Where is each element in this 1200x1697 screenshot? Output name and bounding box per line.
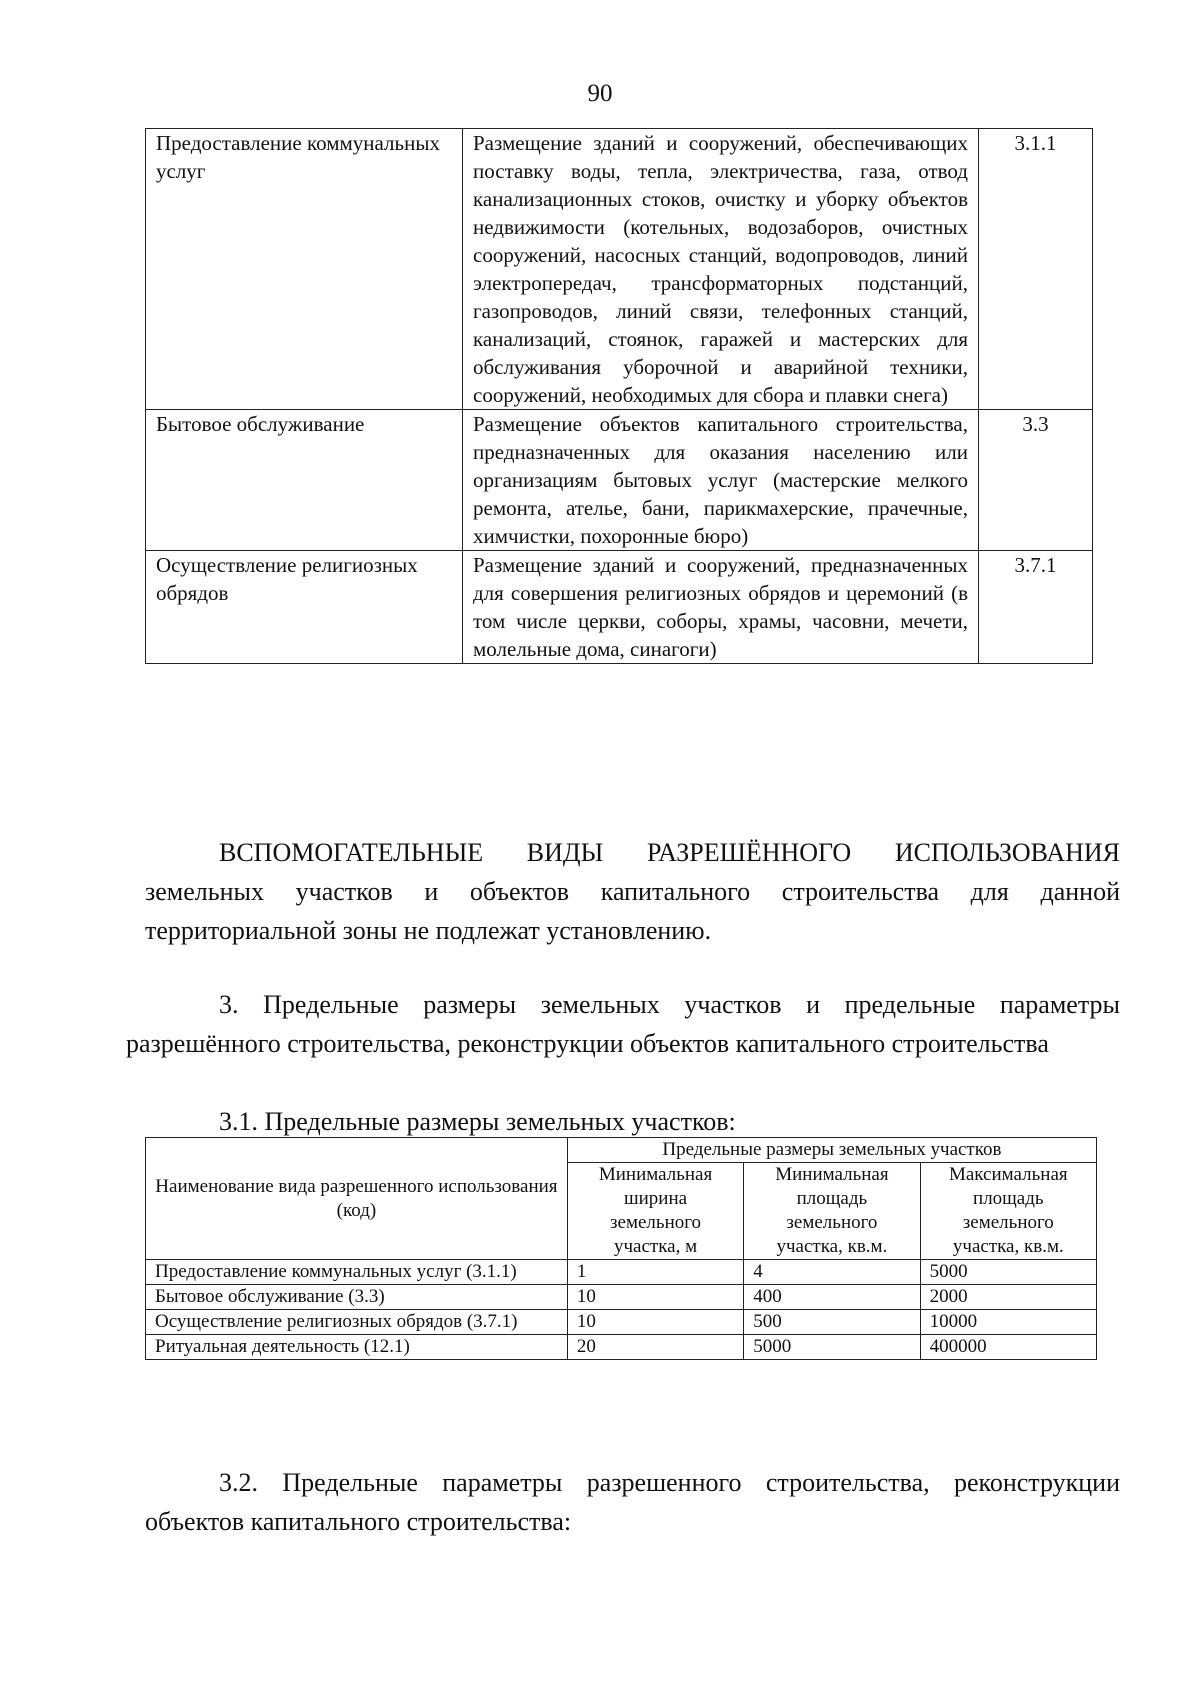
header-min-area: Минимальная площадь земельного участка, кв.м.	[744, 1163, 920, 1260]
row-use-name: Предоставление коммунальных услуг (3.1.1)	[146, 1260, 568, 1285]
row-min-area: 5000	[744, 1335, 920, 1360]
row-min-area: 4	[744, 1260, 920, 1285]
header-use-name: Наименование вида разрешенного использования (код)	[146, 1138, 568, 1260]
table-row	[146, 1335, 1097, 1360]
auxiliary-uses-paragraph: ВСПОМОГАТЕЛЬНЫЕ ВИДЫ РАЗРЕШЁННОГО ИСПОЛЬЗОВАНИЯ земельных участков и объектов капитального строительства для данной территориальной зоны не подлежат установлению.	[145, 838, 1120, 945]
table-row	[146, 1285, 1097, 1310]
row-min-width: 10	[567, 1285, 743, 1310]
row-min-width: 1	[567, 1260, 743, 1285]
use-description-cell: Размещение объектов капитального строительства, предназначенных для оказания населению или организациям бытовых услуг (мастерские мелкого ремонта, ателье, бани, парикмахерские, прачечные, химчистки, похоронные бюро)	[463, 410, 979, 551]
table-row	[146, 129, 1093, 410]
use-code-cell: 3.3	[979, 410, 1093, 551]
row-use-name: Ритуальная деятельность (12.1)	[146, 1335, 568, 1360]
use-description-cell: Размещение зданий и сооружений, обеспечивающих поставку воды, тепла, электричества, газа, отвод канализационных стоков, очистку и уборку объектов недвижимости (котельных, водозаборов, очистных сооружений, насосных станций, водопроводов, линий электропередач, трансформаторных подстанций, газопроводов, линий связи, телефонных станций, канализаций, стоянок, гаражей и мастерских для обслуживания уборочной и аварийной техники, сооружений, необходимых для сбора и плавки снега)	[463, 129, 979, 410]
use-name-cell: Бытовое обслуживание	[146, 410, 463, 551]
plot-size-limits-table	[145, 1137, 1097, 1360]
header-max-area: Максимальная площадь земельного участка, кв.м.	[920, 1163, 1096, 1260]
row-max-area: 2000	[920, 1285, 1096, 1310]
section-3-1-heading: 3.1. Предельные размеры земельных участков:	[219, 1107, 736, 1136]
use-description-cell: Размещение зданий и сооружений, предназначенных для совершения религиозных обрядов и церемоний (в том числе церкви, соборы, храмы, часовни, мечети, молельные дома, синагоги)	[463, 551, 979, 664]
table-row	[146, 1310, 1097, 1335]
row-max-area: 10000	[920, 1310, 1096, 1335]
permitted-uses-table	[145, 128, 1093, 664]
row-max-area: 5000	[920, 1260, 1096, 1285]
use-name-cell: Предоставление коммунальных услуг	[146, 129, 463, 410]
section-3-heading: 3. Предельные размеры земельных участков и предельные параметры разрешённого строительства, реконструкции объектов капитального строительства	[126, 990, 1120, 1058]
row-min-width: 20	[567, 1335, 743, 1360]
use-name-cell: Осуществление религиозных обрядов	[146, 551, 463, 664]
table-header-row	[146, 1138, 1097, 1163]
header-min-width: Минимальная ширина земельного участка, м	[567, 1163, 743, 1260]
header-group-limits: Предельные размеры земельных участков	[567, 1138, 1096, 1163]
table-row	[146, 410, 1093, 551]
section-3-2-heading: 3.2. Предельные параметры разрешенного строительства, реконструкции объектов капитального строительства:	[145, 1468, 1120, 1536]
table-row	[146, 1260, 1097, 1285]
row-min-area: 500	[744, 1310, 920, 1335]
use-code-cell: 3.7.1	[979, 551, 1093, 664]
row-min-area: 400	[744, 1285, 920, 1310]
row-min-width: 10	[567, 1310, 743, 1335]
page-number: 90	[587, 80, 613, 107]
use-code-cell: 3.1.1	[979, 129, 1093, 410]
row-use-name: Осуществление религиозных обрядов (3.7.1)	[146, 1310, 568, 1335]
row-max-area: 400000	[920, 1335, 1096, 1360]
row-use-name: Бытовое обслуживание (3.3)	[146, 1285, 568, 1310]
table-row	[146, 551, 1093, 664]
